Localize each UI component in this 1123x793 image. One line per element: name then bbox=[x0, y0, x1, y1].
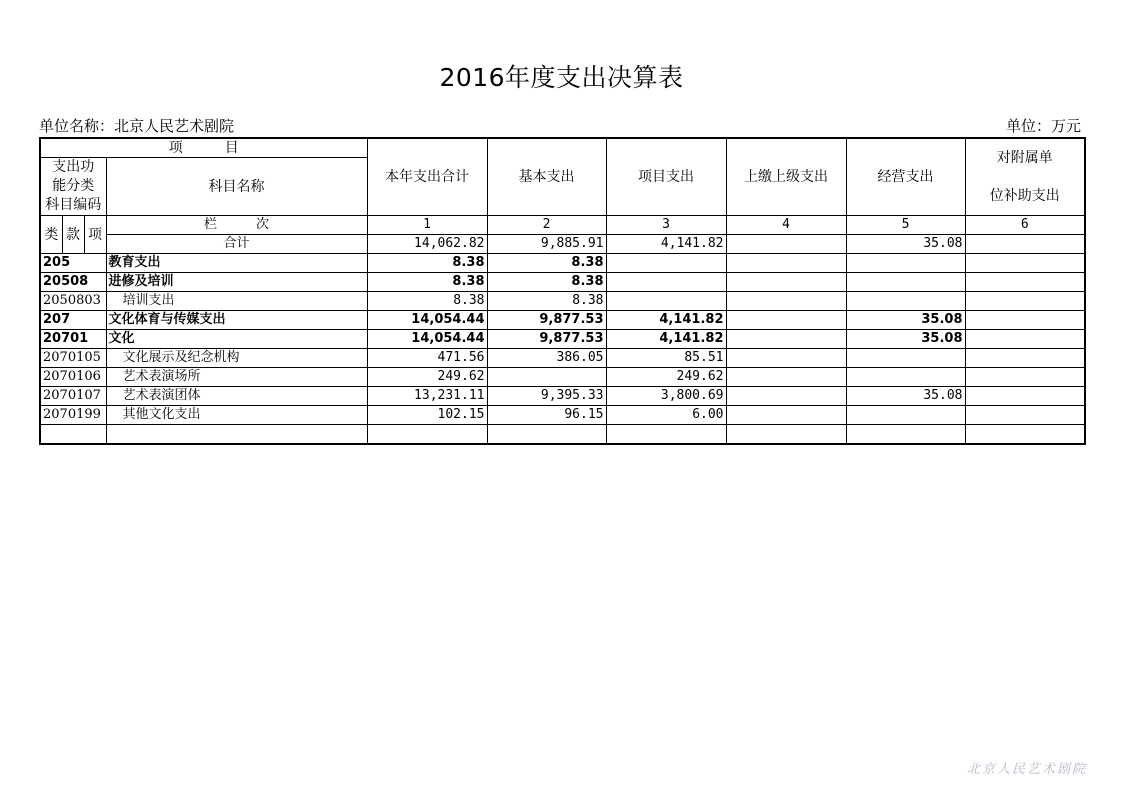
table-row bbox=[40, 311, 1085, 330]
subject-code: 2070105 bbox=[40, 349, 106, 368]
subject-code: 2050803 bbox=[40, 292, 106, 311]
amount-cell bbox=[965, 368, 1085, 387]
amount-cell: 35.08 bbox=[846, 330, 965, 349]
table-row bbox=[40, 349, 1085, 368]
subject-name bbox=[106, 425, 367, 445]
amount-cell bbox=[846, 349, 965, 368]
amount-cell bbox=[846, 254, 965, 273]
unit-label: 单位：万元 bbox=[1005, 117, 1081, 135]
total-row bbox=[40, 235, 1085, 254]
total-cell bbox=[726, 235, 846, 254]
subject-name: 文化 bbox=[106, 330, 367, 349]
amount-cell bbox=[965, 311, 1085, 330]
subject-name: 教育支出 bbox=[106, 254, 367, 273]
amount-cell bbox=[726, 311, 846, 330]
amount-cell: 8.38 bbox=[367, 273, 487, 292]
amount-cell: 3,800.69 bbox=[606, 387, 726, 406]
subject-name: 进修及培训 bbox=[106, 273, 367, 292]
amount-cell: 8.38 bbox=[367, 292, 487, 311]
lei-header: 类 bbox=[40, 216, 62, 254]
table-row bbox=[40, 368, 1085, 387]
amount-cell bbox=[965, 330, 1085, 349]
col-header-subsidy: 对附属单 位补助支出 bbox=[965, 138, 1085, 216]
amount-cell: 8.38 bbox=[487, 292, 606, 311]
table-row bbox=[40, 387, 1085, 406]
amount-cell: 14,054.44 bbox=[367, 330, 487, 349]
amount-cell bbox=[846, 425, 965, 445]
amount-cell: 4,141.82 bbox=[606, 311, 726, 330]
amount-cell bbox=[487, 368, 606, 387]
amount-cell: 8.38 bbox=[487, 273, 606, 292]
amount-cell: 13,231.11 bbox=[367, 387, 487, 406]
col-header-basic: 基本支出 bbox=[487, 138, 606, 216]
col-header-project: 项目支出 bbox=[606, 138, 726, 216]
amount-cell bbox=[726, 425, 846, 445]
col-header-business: 经营支出 bbox=[846, 138, 965, 216]
subject-name-header: 科目名称 bbox=[106, 158, 367, 216]
subject-code: 205 bbox=[40, 254, 106, 273]
col-number-3: 3 bbox=[606, 216, 726, 235]
amount-cell bbox=[726, 330, 846, 349]
amount-cell: 8.38 bbox=[367, 254, 487, 273]
amount-cell: 8.38 bbox=[487, 254, 606, 273]
subject-name: 文化体育与传媒支出 bbox=[106, 311, 367, 330]
amount-cell: 9,395.33 bbox=[487, 387, 606, 406]
amount-cell: 471.56 bbox=[367, 349, 487, 368]
subject-name: 艺术表演团体 bbox=[106, 387, 367, 406]
table-row bbox=[40, 273, 1085, 292]
subject-name: 其他文化支出 bbox=[106, 406, 367, 425]
total-cell: 14,062.82 bbox=[367, 235, 487, 254]
amount-cell bbox=[846, 292, 965, 311]
amount-cell bbox=[965, 425, 1085, 445]
amount-cell bbox=[965, 292, 1085, 311]
amount-cell bbox=[606, 273, 726, 292]
amount-cell: 4,141.82 bbox=[606, 330, 726, 349]
amount-cell: 249.62 bbox=[606, 368, 726, 387]
amount-cell: 386.05 bbox=[487, 349, 606, 368]
col-number-5: 5 bbox=[846, 216, 965, 235]
amount-cell bbox=[606, 254, 726, 273]
amount-cell bbox=[726, 254, 846, 273]
subject-name: 培训支出 bbox=[106, 292, 367, 311]
amount-cell: 35.08 bbox=[846, 387, 965, 406]
col-number-6: 6 bbox=[965, 216, 1085, 235]
table-row bbox=[40, 254, 1085, 273]
subject-code bbox=[40, 425, 106, 445]
expenditure-table bbox=[39, 137, 1086, 445]
col-number-2: 2 bbox=[487, 216, 606, 235]
amount-cell bbox=[726, 368, 846, 387]
subject-code: 207 bbox=[40, 311, 106, 330]
amount-cell bbox=[965, 273, 1085, 292]
amount-cell: 96.15 bbox=[487, 406, 606, 425]
item-header: 项 目 bbox=[40, 138, 367, 158]
amount-cell: 249.62 bbox=[367, 368, 487, 387]
amount-cell: 85.51 bbox=[606, 349, 726, 368]
xiang-header: 项 bbox=[84, 216, 106, 254]
subject-name: 艺术表演场所 bbox=[106, 368, 367, 387]
subject-name: 文化展示及纪念机构 bbox=[106, 349, 367, 368]
col-number-4: 4 bbox=[726, 216, 846, 235]
unit-name-label: 单位名称：北京人民艺术剧院 bbox=[39, 117, 235, 135]
amount-cell bbox=[726, 292, 846, 311]
total-cell bbox=[965, 235, 1085, 254]
total-cell: 35.08 bbox=[846, 235, 965, 254]
amount-cell: 14,054.44 bbox=[367, 311, 487, 330]
total-cell: 4,141.82 bbox=[606, 235, 726, 254]
amount-cell bbox=[726, 349, 846, 368]
page-title: 2016年度支出决算表 bbox=[439, 63, 684, 92]
table-row bbox=[40, 292, 1085, 311]
amount-cell bbox=[965, 254, 1085, 273]
table-row bbox=[40, 425, 1085, 445]
subject-code: 20508 bbox=[40, 273, 106, 292]
amount-cell bbox=[965, 387, 1085, 406]
code-group-header: 支出功 能分类 科目编码 bbox=[40, 158, 106, 216]
amount-cell bbox=[846, 273, 965, 292]
subject-code: 2070199 bbox=[40, 406, 106, 425]
amount-cell bbox=[606, 425, 726, 445]
col-header-total: 本年支出合计 bbox=[367, 138, 487, 216]
amount-cell bbox=[367, 425, 487, 445]
amount-cell: 9,877.53 bbox=[487, 311, 606, 330]
kuan-header: 款 bbox=[62, 216, 84, 254]
subject-code: 2070106 bbox=[40, 368, 106, 387]
amount-cell bbox=[606, 292, 726, 311]
total-cell: 9,885.91 bbox=[487, 235, 606, 254]
amount-cell bbox=[726, 406, 846, 425]
table-row bbox=[40, 406, 1085, 425]
amount-cell bbox=[965, 349, 1085, 368]
subject-code: 2070107 bbox=[40, 387, 106, 406]
amount-cell: 35.08 bbox=[846, 311, 965, 330]
amount-cell bbox=[846, 368, 965, 387]
lanci-header: 栏 次 bbox=[106, 216, 367, 235]
col-number-1: 1 bbox=[367, 216, 487, 235]
amount-cell bbox=[726, 273, 846, 292]
amount-cell: 102.15 bbox=[367, 406, 487, 425]
amount-cell: 9,877.53 bbox=[487, 330, 606, 349]
subject-code: 20701 bbox=[40, 330, 106, 349]
watermark-logo: 北京人民艺术剧院 bbox=[966, 762, 1087, 777]
total-label: 合计 bbox=[106, 235, 367, 254]
amount-cell: 6.00 bbox=[606, 406, 726, 425]
amount-cell bbox=[846, 406, 965, 425]
amount-cell bbox=[487, 425, 606, 445]
col-header-upper: 上缴上级支出 bbox=[726, 138, 846, 216]
amount-cell bbox=[965, 406, 1085, 425]
table-row bbox=[40, 330, 1085, 349]
amount-cell bbox=[726, 387, 846, 406]
